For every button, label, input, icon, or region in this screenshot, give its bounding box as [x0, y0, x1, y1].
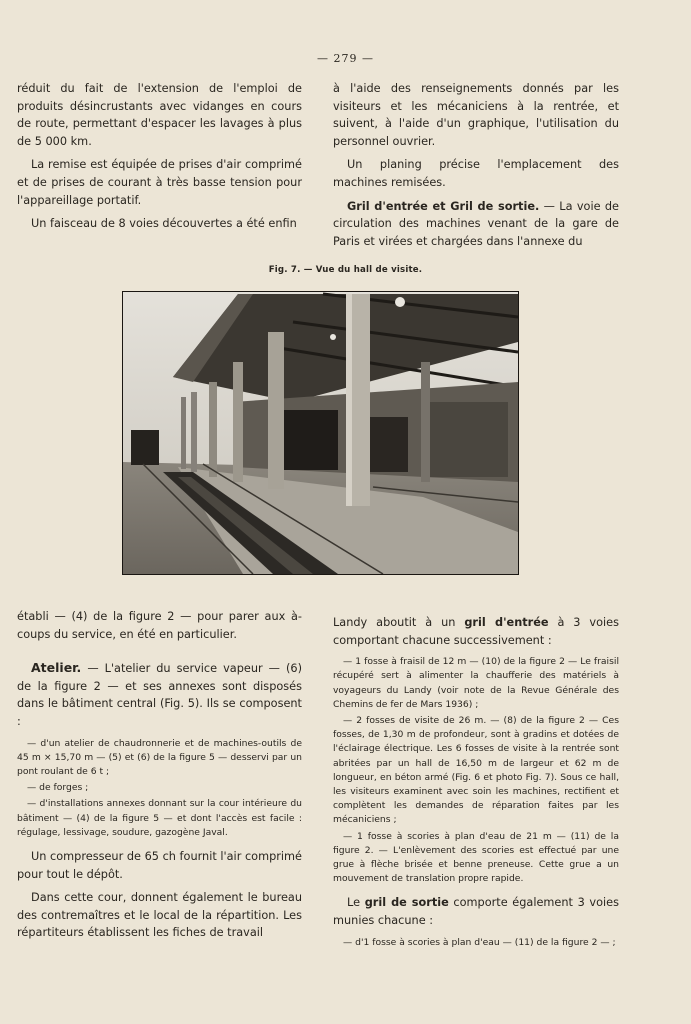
- list-item: — 2 fosses de visite de 26 m. — (8) de la figure 2 — Ces fosses, de 1,30 m de profondeur, sont à gradins et dotées de l'éclairage électrique. Les 6 fosses de visite à la rentrée sont abritées par un hall de 16,50 m de largeur et 62 m de longueur, en béton armé (Fig. 6 et photo Fig. 7). Sous ce hall, les visiteurs examinent avec soin les machines, rectifient et complètent les demandes de réparation faites par les mécaniciens ;: [333, 715, 619, 826]
- paragraph: à l'aide des renseignements donnés par les visiteurs et les mécaniciens à la rentrée, et suivent, à l'aide d'un graphique, l'utilisation du personnel ouvrier.: [333, 82, 619, 148]
- term-bold: gril d'entrée: [464, 616, 549, 629]
- paragraph: réduit du fait de l'extension de l'emploi de produits désincrustants avec vidanges en cours de route, permettant d'espacer les lavages à plus de 5 000 km.: [17, 82, 302, 148]
- column-top-left: [17, 80, 302, 239]
- paragraph-text: comporte également 3 voies munies chacune :: [333, 896, 619, 928]
- section-heading: Gril d'entrée et Gril de sortie.: [347, 199, 540, 213]
- term-bold: gril de sortie: [364, 896, 449, 910]
- equipment-list: [17, 737, 302, 840]
- paragraph: [333, 198, 619, 251]
- list-item: — 1 fosse à scories à plan d'eau de 21 m — (11) de la figure 2. — L'enlèvement des scories est effectué par une grue à flèche brisée et benne preneuse. Cette grue a un mouvement de translation propre rapide.: [333, 830, 619, 885]
- list-item: — d'installations annexes donnant sur la cour intérieure du bâtiment — (4) de la figure 5 — et dont l'accès est facile : régulage, lessivage, soudure, gazogène Javal.: [17, 798, 302, 838]
- photo-inspection-hall: [122, 291, 519, 575]
- paragraph: [333, 894, 619, 929]
- paragraph: Un planing précise l'emplacement des machines remisées.: [333, 158, 619, 189]
- paragraph: [17, 659, 302, 730]
- paragraph: Dans cette cour, donnent également le bureau des contremaîtres et le local de la répartition. Les répartiteurs établissent les fiches de travail: [17, 891, 302, 940]
- hall-photograph: [123, 292, 518, 574]
- section-heading: Atelier.: [31, 660, 82, 676]
- figure-caption: Fig. 7. — Vue du hall de visite.: [268, 265, 423, 275]
- paragraph-text: — La voie de circulation des machines venant de la gare de Paris et virées et chargées dans l'annexe du: [333, 199, 620, 248]
- paragraph-text: Le: [347, 896, 365, 910]
- list-item: — d'un atelier de chaudronnerie et de machines-outils de 45 m × 15,70 m — (5) et (6) de la figure 5 — desservi par un pont roulant de 6 t ;: [17, 737, 302, 777]
- list-item: — d'1 fosse à scories à plan d'eau — (11) de la figure 2 — ;: [343, 936, 616, 948]
- list-item: — 1 fosse à fraisil de 12 m — (10) de la figure 2 — Le fraisil récupéré sert à alimenter la chaufferie des matériels à voyageurs du Landy (voir note de la Revue Générale des Chemins de fer de Mars 1936) ;: [333, 656, 619, 710]
- page-number: — 279 —: [317, 52, 374, 65]
- column-bottom-right: [333, 614, 619, 952]
- paragraph-text: à 3 voies comportant chacune successivement :: [333, 616, 619, 647]
- paragraph: Un compresseur de 65 ch fournit l'air comprimé pour tout le dépôt.: [17, 849, 302, 881]
- paragraph-text: — L'atelier du service vapeur — (6) de la figure 2 — et ses annexes sont disposés dans le bâtiment central (Fig. 5). Ils se composent :: [17, 662, 302, 728]
- paragraph-text: Landy aboutit à un: [333, 616, 465, 629]
- paragraph: La remise est équipée de prises d'air comprimé et de prises de courant à très basse tension pour l'appareillage portatif.: [17, 158, 302, 207]
- paragraph: établi — (4) de la figure 2 — pour parer aux à-coups du service, en été en particulier.: [17, 610, 302, 641]
- column-top-right: [333, 80, 619, 256]
- column-bottom-left: [17, 608, 302, 948]
- exit-list: [333, 936, 619, 950]
- paragraph: Un faisceau de 8 voies découvertes a été enfin: [31, 217, 297, 231]
- paragraph: [333, 614, 619, 649]
- list-item: — de forges ;: [27, 782, 89, 794]
- pit-list: [333, 655, 619, 886]
